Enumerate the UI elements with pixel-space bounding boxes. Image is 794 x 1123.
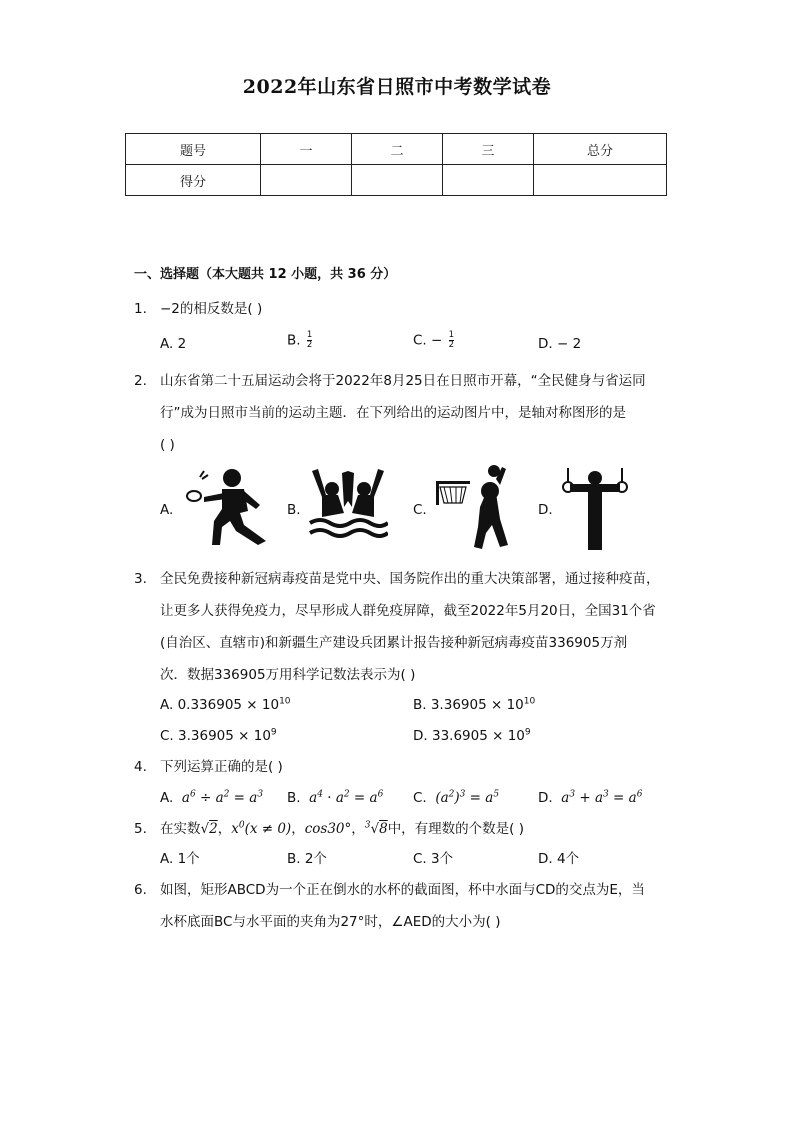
score-input-cell[interactable]	[261, 165, 352, 196]
option-b: B. $a^4 \cdot a^2 = a^6$	[287, 789, 384, 806]
question-line: 如图，矩形ABCD为一个正在倒水的水杯的截面图，杯中水面与CD的交点为E，当	[160, 882, 645, 898]
option-label: B.	[287, 332, 301, 349]
score-header-cell: 一	[261, 134, 352, 165]
option-a: A. 2	[160, 336, 187, 352]
option-b: B.	[287, 502, 301, 518]
question-number: 5.	[134, 821, 147, 837]
basketball-dunk-icon	[434, 463, 520, 553]
question-number: 3.	[134, 571, 147, 587]
score-input-cell[interactable]	[534, 165, 667, 196]
question-line: 次．数据336905万用科学记数法表示为( )	[160, 667, 416, 683]
question-stem: −2的相反数是( )	[160, 301, 263, 317]
option-d: D. $a^3 + a^3 = a^6$	[538, 789, 643, 806]
exponent: 10	[279, 696, 291, 707]
option-text: A. 0.336905 × 10	[160, 697, 280, 713]
score-table-row	[126, 165, 667, 196]
section-heading: 一、选择题（本大题共 12 小题，共 36 分）	[134, 267, 397, 282]
exponent: 10	[523, 696, 536, 707]
numerator: 1	[448, 330, 455, 340]
stem-text: 中，有理数的个数是( )	[387, 821, 525, 837]
exponent: 9	[270, 727, 277, 738]
option-c: C. 3个	[413, 851, 454, 867]
option-a: A.	[160, 502, 174, 518]
question-line: ( )	[160, 437, 175, 453]
question-line: 让更多人获得免疫力，尽早形成人群免疫屏障，截至2022年5月20日，全国31个省	[160, 603, 656, 619]
score-header-cell: 三	[443, 134, 534, 165]
page-title: 2022年山东省日照市中考数学试卷	[242, 76, 552, 98]
score-table	[125, 133, 667, 196]
score-row-label: 得分	[126, 165, 261, 196]
option-text: C. 3.36905 × 10	[160, 728, 271, 744]
option-c	[413, 331, 456, 350]
question-line: 水杯底面BC与水平面的夹角为27°时，∠AED的大小为( )	[160, 914, 501, 930]
option-d: D. 4个	[538, 851, 580, 867]
option-d	[413, 728, 531, 744]
score-input-cell[interactable]	[352, 165, 443, 196]
question-number: 4.	[134, 759, 147, 775]
stem-text: ，	[351, 821, 365, 837]
question-number: 2.	[134, 373, 147, 389]
option-text: D. 33.6905 × 10	[413, 728, 525, 744]
question-stem: 在实数√2，$x^0(x \ne 0)$，cos30°，$^3$√8中，有理数的个数是( )	[160, 820, 525, 837]
option-text: B. 3.36905 × 10	[413, 697, 524, 713]
stem-text: ，	[217, 821, 232, 837]
swimmers-cheering-icon	[308, 467, 388, 547]
score-table-header-row	[126, 134, 667, 165]
score-header-cell: 题号	[126, 134, 261, 165]
badminton-player-icon	[182, 465, 282, 545]
question-line: 山东省第二十五届运动会将于2022年8月25日在日照市开幕，“全民健身与省运同	[160, 373, 646, 389]
question-stem: 下列运算正确的是( )	[160, 759, 283, 775]
denominator: 2	[448, 340, 455, 350]
fraction	[307, 331, 312, 350]
option-c: C.	[413, 502, 427, 518]
option-d: D.	[538, 502, 553, 518]
option-label: B.	[287, 790, 301, 806]
option-a	[160, 697, 291, 713]
score-header-cell: 总分	[534, 134, 667, 165]
numerator: 1	[306, 330, 313, 340]
score-input-cell[interactable]	[443, 165, 534, 196]
question-number: 1.	[134, 301, 147, 317]
option-label: A.	[160, 790, 174, 806]
denominator: 2	[306, 340, 313, 350]
option-d: D. − 2	[538, 336, 582, 352]
option-a: A. 1个	[160, 851, 200, 867]
question-line: (自治区、直辖市)和新疆生产建设兵团累计报告接种新冠病毒疫苗336905万剂	[160, 635, 628, 651]
score-header-cell: 二	[352, 134, 443, 165]
option-label: C. −	[413, 332, 443, 349]
option-c: C. $(a^2)^3 = a^5$	[413, 789, 500, 806]
option-b: B. 2个	[287, 851, 327, 867]
question-line: 全民免费接种新冠病毒疫苗是党中央、国务院作出的重大决策部署，通过接种疫苗，	[160, 571, 660, 587]
option-label: D.	[538, 790, 553, 806]
question-line: 行”成为日照市当前的运动主题．在下列给出的运动图片中，是轴对称图形的是	[160, 405, 626, 421]
option-b	[287, 331, 314, 350]
stem-text: 在实数	[160, 821, 201, 837]
fraction	[449, 331, 454, 350]
option-label: C.	[413, 790, 427, 806]
option-a: A. $a^6 \div a^2 = a^3$	[160, 789, 264, 806]
question-number: 6.	[134, 882, 147, 898]
option-c	[160, 728, 277, 744]
option-b	[413, 697, 535, 713]
stem-text: ，	[291, 821, 305, 837]
exponent: 9	[524, 727, 531, 738]
gymnast-rings-icon	[562, 468, 628, 550]
